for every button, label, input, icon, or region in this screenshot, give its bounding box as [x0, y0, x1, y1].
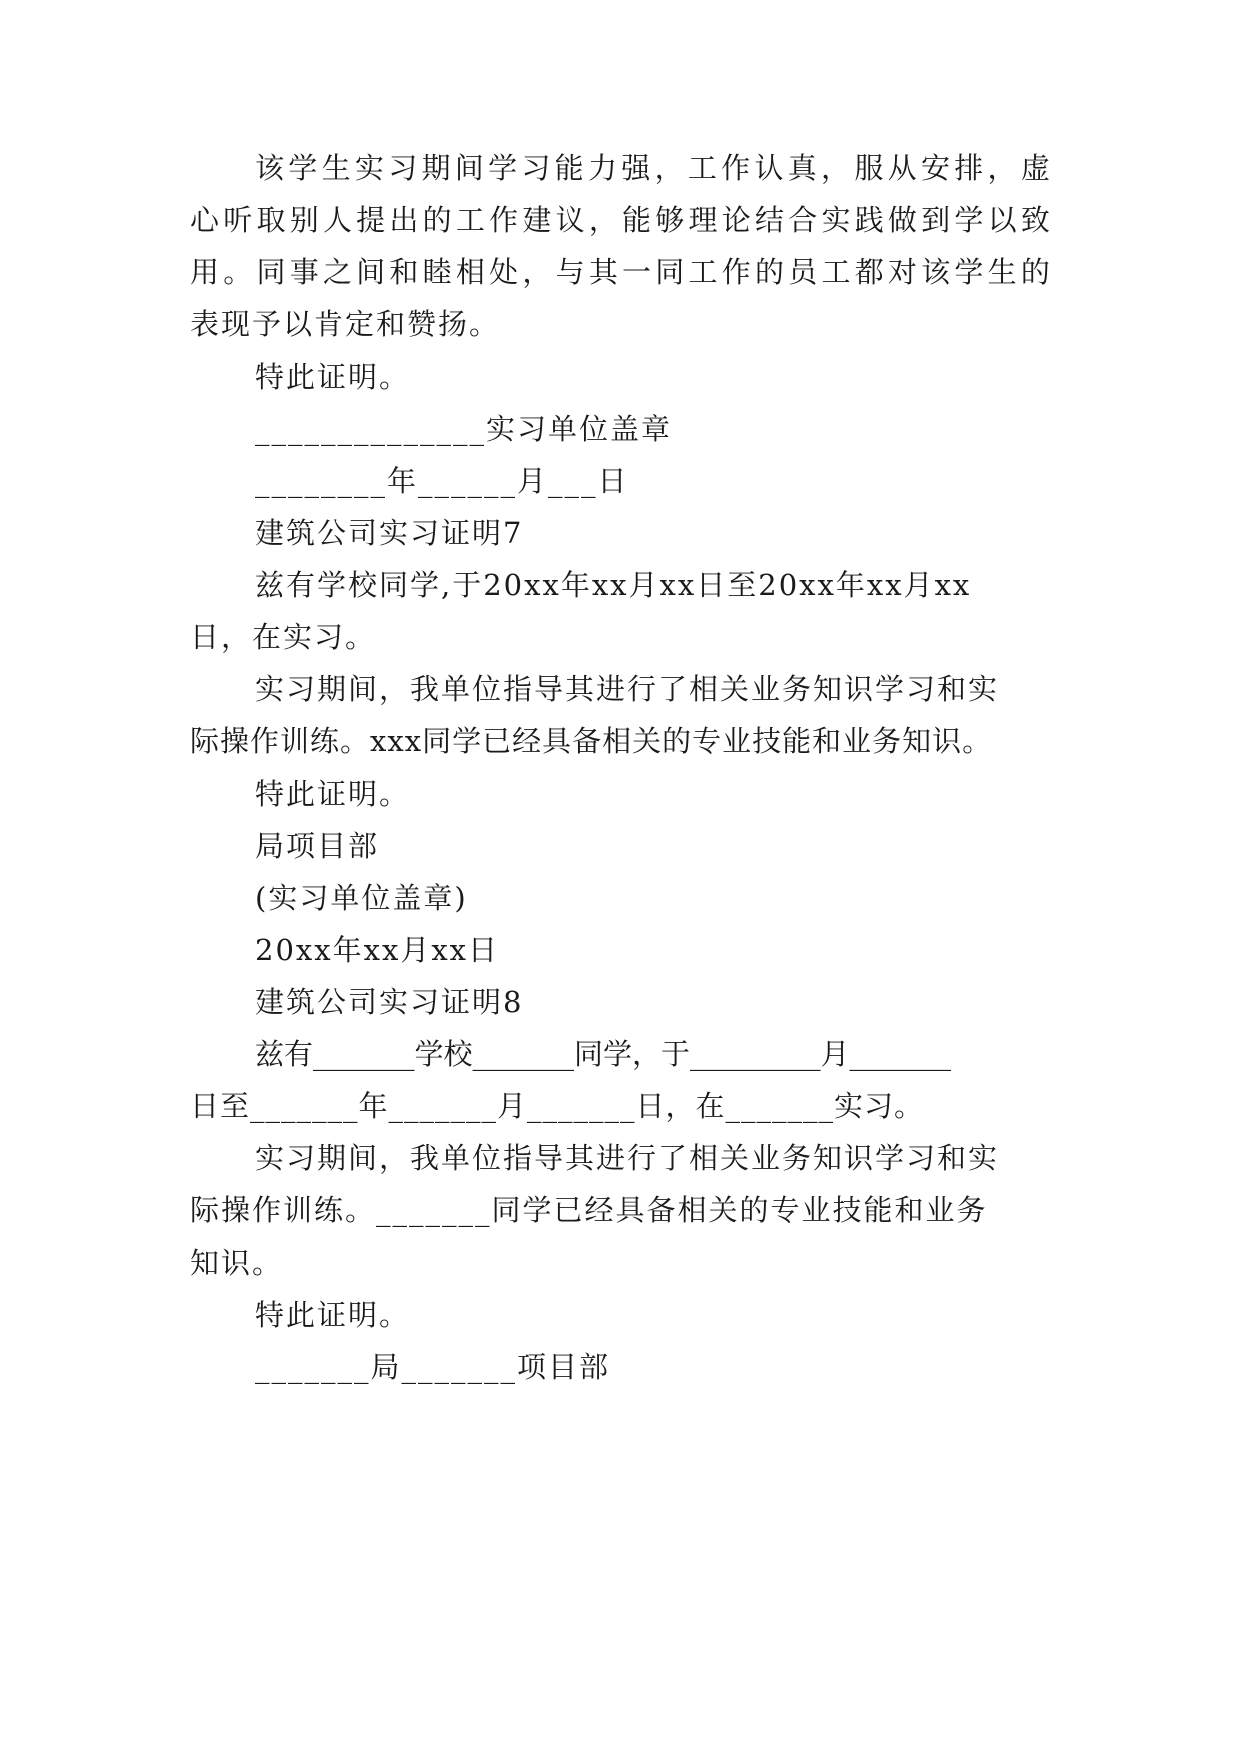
- paragraph-line: 心 听 取 别 人 提 出 的 工 作 建 议 ， 能 够 理 论 结 合 实 践 做 到 学 以 致: [190, 203, 1050, 237]
- closing-statement: 特此证明。: [255, 1298, 411, 1332]
- paragraph-line: 兹有学校同学,于20xx年xx月xx日至20xx年xx月xx: [255, 568, 972, 602]
- section-title: 建筑公司实习证明7: [255, 516, 524, 550]
- paragraph-line: 际操作训练。xxx同学已经具备相关的专业技能和业务知识。: [190, 724, 993, 758]
- paragraph-line: 表现予以肯定和赞扬。: [190, 307, 501, 341]
- paragraph-line: 日至_______年_______月_______日，在_______实习。: [190, 1089, 925, 1123]
- paragraph-line: 用 。 同 事 之 间 和 睦 相 处 ， 与 其 一 同 工 作 的 员 工 都 对 该 学 生 的: [190, 255, 1050, 289]
- seal-note: (实习单位盖章): [255, 881, 468, 915]
- paragraph-line: 实习期间，我单位指导其进行了相关业务知识学习和实: [255, 672, 1000, 706]
- paragraph-line: 日，在实习。: [190, 620, 377, 654]
- closing-statement: 特此证明。: [255, 777, 411, 811]
- paragraph-line: 实习期间，我单位指导其进行了相关业务知识学习和实: [255, 1141, 1000, 1175]
- paragraph-line: 际操作训练。_______同学已经具备相关的专业技能和业务: [190, 1193, 988, 1227]
- date-line: ________年______月___日: [255, 464, 629, 498]
- date-line: 20xx年xx月xx日: [255, 933, 500, 967]
- closing-statement: 特此证明。: [255, 360, 411, 394]
- section-title: 建筑公司实习证明8: [255, 985, 524, 1019]
- signature-unit: 局项目部: [255, 829, 380, 863]
- paragraph-line: 兹有_______学校_______同学，于_________月_______: [255, 1037, 952, 1071]
- paragraph-line: 该 学 生 实 习 期 间 学 习 能 力 强 ， 工 作 认 真 ， 服 从 安 排 ， 虚: [255, 151, 1050, 185]
- seal-line: ______________实习单位盖章: [255, 412, 673, 446]
- signature-unit: _______局_______项目部: [255, 1350, 611, 1384]
- paragraph-line: 知识。: [190, 1246, 284, 1280]
